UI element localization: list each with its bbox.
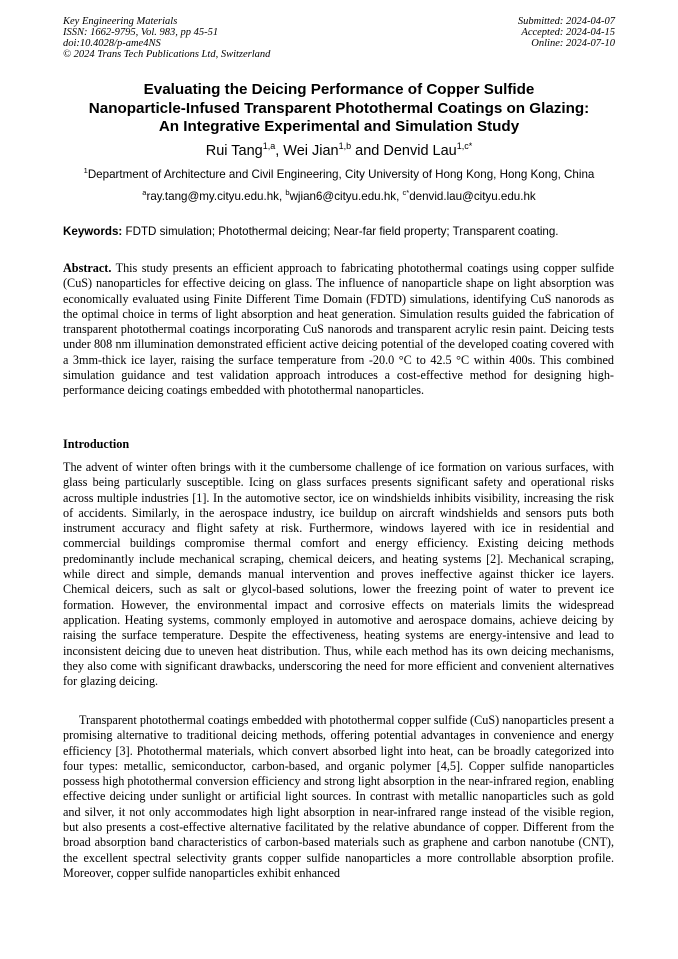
journal-doi: doi:10.4028/p-ame4NS [63,38,161,49]
title-line: Nanoparticle-Infused Transparent Photothermal Coatings on Glazing: [88,99,590,117]
author-superscript: 1,c* [456,141,473,151]
author-name: Wei Jian [283,143,339,159]
email-separator: , [278,190,286,203]
email-address: ray.tang@my.cityu.edu.hk [146,190,279,203]
keywords-label: Keywords: [63,225,123,238]
date-online: Online: 2024-07-10 [531,38,615,49]
affiliation-text: Department of Architecture and Civil Engineering, City University of Hong Kong, Hong Kong, China [87,168,595,181]
author-superscript: 1,a [262,141,276,151]
abstract [63,261,614,399]
email-list [40,190,638,204]
date-submitted: Submitted: 2024-04-07 [517,16,615,27]
author-list [40,143,638,160]
publication-dates [518,16,615,49]
title-line: An Integrative Experimental and Simulation Study [158,118,520,135]
date-accepted: Accepted: 2024-04-15 [521,27,615,38]
email-superscript: b [285,188,290,197]
keywords [63,225,559,239]
journal-copyright: © 2024 Trans Tech Publications Ltd, Switzerland [63,49,271,60]
author-conjunction: and [351,143,384,159]
paragraph: Transparent photothermal coatings embedded with photothermal copper sulfide (CuS) nanoparticles present a promising alternative to traditional deicing methods, offering potential advantages in convenience and energy efficiency [3]. Photothermal materials, which convert absorbed light into heat, can be broadly categorized into four types: metallic, semiconductor, carbon-based, and organic polymer [4,5]. Copper sulfide nanoparticles possess high photothermal conversion efficiency and strong light absorption in the near-infrared region, enabling effective deicing under sunlight or artificial light sources. In contrast with metallic nanoparticles such as gold and silver, it not only accommodates high light absorption in near-infrared range instead of the visible region, but also presents a cost-effective alternative facilitated by the relative abundance of copper. Different from the broad absorption band characteristics of carbon-based materials such as graphene and carbon nanotube (CNT), the excellent spectral selectivity grants copper sulfide nanoparticles a more controllable absorption profile. Moreover, copper sulfide nanoparticles exhibit enhanced [63,713,614,880]
email-superscript: a [142,188,147,197]
journal-issn: ISSN: 1662-9795, Vol. 983, pp 45-51 [63,27,219,38]
affiliation [40,168,638,182]
abstract-label: Abstract. [63,261,112,275]
paper-title [40,81,638,137]
email-address: wjian6@cityu.edu.hk [289,190,397,203]
abstract-text: This study presents an efficient approach to fabricating photothermal coatings using copper sulfide (CuS) nanoparticles for effective deicing on glass. The influence of nanoparticle shape on light absorption was economically evaluated using Finite Different Time Domain (FDTD) simulations, identifying CuS nanorods as the optimal choice in terms of light absorption and heat generation. Simulation results guided the fabrication of transparent photothermal coatings incorporating CuS nanorods and transparent acrylic resin paint. Deicing tests under 808 nm illumination demonstrated efficient active deicing potential of the developed coating covered with a 3mm-thick ice layer, raising the surface temperature from -20.0 °C to 42.5 °C within 400s. This combined simulation guidance and test validation approach introduces a cost-effective method for designing high-performance deicing coatings embedded with photothermal nanoparticles. [63,261,614,398]
email-address: denvid.lau@cityu.edu.hk [409,190,536,203]
section-heading-introduction: Introduction [63,437,130,451]
journal-info [63,16,270,60]
keywords-text: FDTD simulation; Photothermal deicing; Near-far field property; Transparent coating. [122,225,559,238]
email-superscript: c* [402,188,410,197]
title-line: Evaluating the Deicing Performance of Copper Sulfide [143,81,535,98]
author-name: Denvid Lau [383,143,457,159]
email-separator: , [396,190,403,203]
author-name: Rui Tang [205,143,263,159]
journal-name: Key Engineering Materials [63,16,178,27]
author-separator: , [275,143,284,159]
affiliation-superscript: 1 [83,166,88,175]
author-superscript: 1,b [338,141,352,151]
paragraph: The advent of winter often brings with it the cumbersome challenge of ice formation on various surfaces, with glass being particularly susceptible. Icing on glass surfaces presents significant safety and operational risks across multiple industries [1]. In the automotive sector, ice on windshields inhibits visibility, increasing the risk of accidents. Similarly, in the aerospace industry, ice buildup on aircraft windshields and sensors puts both instrument accuracy and flight safety at risk. Furthermore, windows layered with ice in residential and commercial buildings compromise thermal comfort and energy efficiency. Existing deicing methods predominantly include mechanical scraping, chemical deicers, and heating systems [2]. Mechanical scraping, while direct and simple, demands manual intervention and proves ineffective against thicker ice layers. Chemical deicers, such as salt or glycol-based solutions, lower the freezing point of water to prevent ice formation. However, the environmental impact and corrosive effects on materials limits the widespread application. Heating systems, commonly employed in automotive and aerospace domains, achieve deicing by raising the surface temperature. Despite the effectiveness, heating systems are energy-intensive and lead to inconsistent deicing due to uneven heat distribution. Thus, while each method has its own deicing mechanisms, they also come with significant drawbacks, underscoring the need for more efficient and convenient alternatives for glazing deicing. [63,460,614,689]
